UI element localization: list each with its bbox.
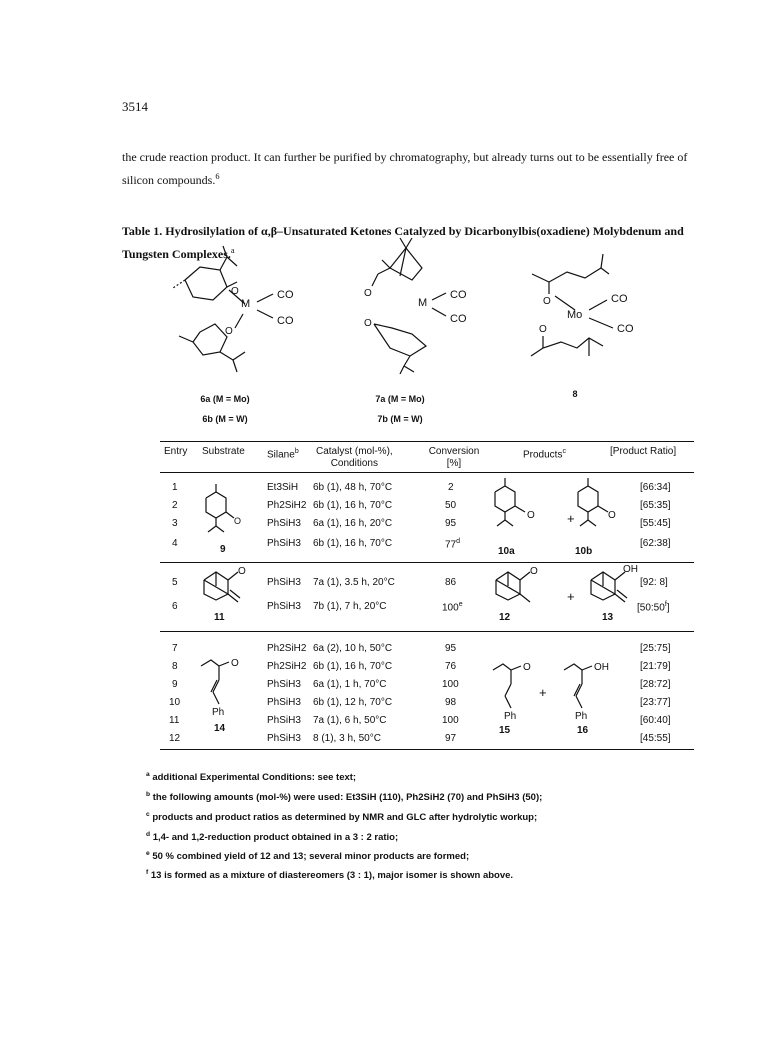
complex-6-label xyxy=(190,389,260,429)
header-catalyst-line2: Conditions xyxy=(330,458,378,469)
o-atom-10b: O xyxy=(608,510,616,521)
header-ratio: [Product Ratio] xyxy=(610,446,677,457)
footnote-e xyxy=(146,850,469,862)
product-10a-structure xyxy=(487,478,547,538)
silane-cell: Et3SiH xyxy=(267,482,299,493)
ratio-cell: [21:79] xyxy=(640,661,671,672)
footnote-b xyxy=(146,791,542,803)
co-label-7a: CO xyxy=(450,289,467,301)
header-silane-note: b xyxy=(294,448,299,455)
ratio-cell: [28:72] xyxy=(640,679,671,690)
catalyst-cell: 6b (1), 16 h, 70°C xyxy=(313,661,393,672)
product-16-structure xyxy=(560,658,620,722)
footnote-text: 13 is formed as a mixture of diastereomers (3 : 1), major isomer is shown above. xyxy=(150,870,514,882)
co-label-8a: CO xyxy=(611,293,628,305)
conversion-cell: 97 xyxy=(445,733,457,744)
intro-paragraph xyxy=(122,148,702,190)
conversion-cell: 100 xyxy=(442,715,459,726)
header-products xyxy=(523,446,566,461)
o-atom-4: O xyxy=(364,318,372,329)
footnote-text: additional Experimental Conditions: see text; xyxy=(152,772,357,784)
product-10b-label: 10b xyxy=(575,546,593,557)
catalyst-cell: 6a (2), 10 h, 50°C xyxy=(313,643,393,654)
footnote-d xyxy=(146,831,398,843)
footnote-mark: b xyxy=(146,791,151,798)
metal-label-7: M xyxy=(418,297,428,309)
co-label-6a: CO xyxy=(277,289,294,301)
complex-8-label: 8 xyxy=(572,389,578,399)
plus-sign: + xyxy=(539,685,547,700)
intro-text: the crude reaction product. It can further be purified by chromatography, but already turns out to be essentially free of silicon compounds. xyxy=(122,150,688,187)
co-label-7b: CO xyxy=(450,313,467,325)
conversion-cell xyxy=(445,538,460,550)
o-atom-10a: O xyxy=(527,510,535,521)
complex-7a-label: 7a (M = Mo) xyxy=(375,394,425,404)
page-number: 3514 xyxy=(122,99,148,114)
o-atom-3: O xyxy=(364,288,372,299)
product-16-label: 16 xyxy=(577,725,589,736)
entry-number: 6 xyxy=(172,601,178,612)
complex-7-label xyxy=(360,389,440,429)
silane-cell: Ph2SiH2 xyxy=(267,500,307,511)
ratio-cell: [23:77] xyxy=(640,697,671,708)
entry-number: 2 xyxy=(172,500,178,511)
intro-ref: 6 xyxy=(215,172,220,181)
oh-label-16: OH xyxy=(594,662,609,673)
caption-text: Hydrosilylation of α,β–Unsaturated Ketones Catalyzed by Dicarbonylbis(oxadiene) Molybdenum and Tungsten Complexes. xyxy=(122,224,684,261)
product-12-label: 12 xyxy=(499,612,511,623)
entry-number: 4 xyxy=(172,538,178,549)
substrate-11-structure xyxy=(198,566,248,611)
header-catalyst xyxy=(316,446,393,470)
footnote-mark: a xyxy=(146,771,150,778)
conversion-cell: 86 xyxy=(445,577,457,588)
conversion-value: 100 xyxy=(442,602,459,614)
product-15-structure xyxy=(489,658,539,722)
footnote-text: products and product ratios as determined by NMR and GLC after hydrolytic workup; xyxy=(152,812,538,824)
footnote-text: the following amounts (mol-%) were used: Et3SiH (110), Ph2SiH2 (70) and PhSiH3 (50); xyxy=(152,792,543,804)
catalyst-cell: 7b (1), 7 h, 20°C xyxy=(313,601,387,612)
table-top-rule xyxy=(160,441,694,442)
footnote-mark: f xyxy=(146,869,149,876)
substrate-9-structure xyxy=(198,484,248,534)
group-rule-2 xyxy=(160,631,694,632)
o-atom-s9: O xyxy=(234,516,242,526)
entry-number: 11 xyxy=(169,715,180,726)
silane-cell: PhSiH3 xyxy=(267,733,301,744)
catalyst-cell: 6a (1), 1 h, 70°C xyxy=(313,679,387,690)
catalyst-cell: 6a (1), 16 h, 20°C xyxy=(313,518,393,529)
conversion-cell xyxy=(442,601,463,613)
o-atom-1: O xyxy=(231,286,239,297)
entry-number: 7 xyxy=(172,643,178,654)
header-conversion-line1: Conversion xyxy=(428,446,480,457)
ratio-cell: [60:40] xyxy=(640,715,671,726)
product-10b-structure xyxy=(560,478,620,538)
silane-cell: PhSiH3 xyxy=(267,538,301,549)
footnote-f xyxy=(146,869,513,881)
co-label-8b: CO xyxy=(617,323,634,335)
header-rule xyxy=(160,472,694,473)
silane-cell: Ph2SiH2 xyxy=(267,661,307,672)
footnote-mark: e xyxy=(146,850,150,857)
product-13-structure xyxy=(585,566,645,611)
footnote-mark: d xyxy=(146,831,151,838)
metal-label-6: M xyxy=(241,298,251,310)
conversion-cell: 95 xyxy=(445,518,457,529)
o-atom-15: O xyxy=(523,662,531,673)
complex-7-structure xyxy=(360,238,490,373)
oh-label-13: OH xyxy=(623,564,638,575)
ph-label-s14: Ph xyxy=(212,707,225,718)
mo-label-8: Mo xyxy=(567,309,583,321)
footnote-a xyxy=(146,771,356,783)
ratio-end: ] xyxy=(666,602,670,614)
catalyst-cell: 7a (1), 6 h, 50°C xyxy=(313,715,387,726)
complex-6b-label: 6b (M = W) xyxy=(202,414,248,424)
entry-number: 9 xyxy=(172,679,178,690)
ratio-value: [50:50 xyxy=(637,602,665,614)
ph-label-16: Ph xyxy=(575,711,588,722)
o-atom-12: O xyxy=(530,566,538,577)
caption-note: a xyxy=(230,246,235,255)
conversion-cell: 98 xyxy=(445,697,457,708)
complex-7b-label: 7b (M = W) xyxy=(377,414,423,424)
o-atom-s14: O xyxy=(231,658,239,669)
header-conversion xyxy=(426,446,482,470)
ratio-cell: [92: 8] xyxy=(640,577,668,588)
plus-sign: + xyxy=(567,511,575,526)
conversion-cell: 95 xyxy=(445,643,457,654)
product-10a-label: 10a xyxy=(498,546,515,557)
footnote-text: 50 % combined yield of 12 and 13; several minor products are formed; xyxy=(152,851,470,863)
catalyst-cell: 7a (1), 3.5 h, 20°C xyxy=(313,577,395,588)
header-silane-text: Silane xyxy=(267,449,295,461)
ratio-cell: [55:45] xyxy=(640,518,671,529)
conversion-cell: 50 xyxy=(445,500,457,511)
conversion-cell: 76 xyxy=(445,661,457,672)
o-atom-2: O xyxy=(225,326,233,337)
o-atom-5: O xyxy=(543,296,551,307)
silane-cell: PhSiH3 xyxy=(267,679,301,690)
o-atom-s11: O xyxy=(238,566,246,577)
ratio-note: f xyxy=(664,601,667,608)
caption-label: Table 1. xyxy=(122,224,163,238)
conversion-cell: 100 xyxy=(442,679,459,690)
complex-6a-label: 6a (M = Mo) xyxy=(200,394,250,404)
group-rule-1 xyxy=(160,562,694,563)
entry-number: 12 xyxy=(169,733,181,744)
product-13-label: 13 xyxy=(602,612,614,623)
product-15-label: 15 xyxy=(499,725,511,736)
conversion-note: e xyxy=(458,601,463,608)
substrate-14-structure xyxy=(197,654,247,718)
ph-label-15: Ph xyxy=(504,711,517,722)
footnote-mark: c xyxy=(146,811,150,818)
ratio-cell: [66:34] xyxy=(640,482,671,493)
silane-cell: PhSiH3 xyxy=(267,601,301,612)
silane-cell: PhSiH3 xyxy=(267,518,301,529)
ratio-cell: [25:75] xyxy=(640,643,671,654)
header-entry: Entry xyxy=(164,446,188,457)
substrate-11-label: 11 xyxy=(214,612,225,623)
entry-number: 10 xyxy=(169,697,181,708)
o-atom-6: O xyxy=(539,324,547,335)
ratio-cell: [45:55] xyxy=(640,733,671,744)
header-conversion-line2: [%] xyxy=(446,458,462,469)
header-products-note: c xyxy=(562,448,566,455)
conversion-cell: 2 xyxy=(448,482,454,493)
conversion-value: 77 xyxy=(445,539,457,551)
complex-6-structure xyxy=(165,252,305,372)
silane-cell: Ph2SiH2 xyxy=(267,643,307,654)
conversion-note: d xyxy=(456,538,461,545)
plus-sign: + xyxy=(567,589,575,604)
table-bottom-rule xyxy=(160,749,694,750)
co-label-6b: CO xyxy=(277,315,294,327)
catalyst-cell: 6b (1), 12 h, 70°C xyxy=(313,697,393,708)
catalyst-cell: 8 (1), 3 h, 50°C xyxy=(313,733,381,744)
ratio-cell: [62:38] xyxy=(640,538,671,549)
product-12-structure xyxy=(490,566,540,611)
entry-number: 5 xyxy=(172,577,178,588)
silane-cell: PhSiH3 xyxy=(267,715,301,726)
header-products-text: Products xyxy=(523,449,563,461)
catalyst-cell: 6b (1), 16 h, 70°C xyxy=(313,538,393,549)
ratio-cell: [65:35] xyxy=(640,500,671,511)
catalyst-cell: 6b (1), 16 h, 70°C xyxy=(313,500,393,511)
header-substrate: Substrate xyxy=(202,446,245,457)
substrate-9-label: 9 xyxy=(220,544,226,555)
entry-number: 1 xyxy=(172,482,178,493)
entry-number: 8 xyxy=(172,661,178,672)
silane-cell: PhSiH3 xyxy=(267,697,301,708)
footnote-c xyxy=(146,811,537,823)
silane-cell: PhSiH3 xyxy=(267,577,301,588)
header-catalyst-line1: Catalyst (mol-%), xyxy=(316,446,393,457)
footnote-text: 1,4- and 1,2-reduction product obtained in a 3 : 2 ratio; xyxy=(152,832,399,844)
substrate-14-label: 14 xyxy=(214,723,226,734)
header-silane xyxy=(267,446,299,461)
catalyst-cell: 6b (1), 48 h, 70°C xyxy=(313,482,393,493)
complex-8-structure xyxy=(527,252,657,362)
entry-number: 3 xyxy=(172,518,178,529)
